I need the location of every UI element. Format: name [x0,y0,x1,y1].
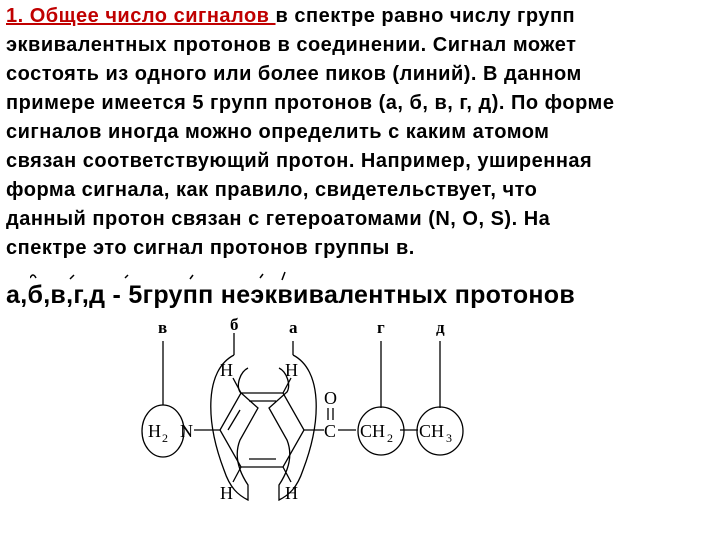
atom-ch3: CH [419,421,445,441]
paragraph-line-2: эквивалентных протонов в соединении. Сигнал может [6,34,577,56]
atom-h-bottom-left: H [220,483,233,503]
paragraph-line-8: данный протон связан с гетероатомами (N, O, S). На [6,208,551,230]
atom-ch2-subscript: 2 [387,431,393,445]
atom-nh2-subscript: 2 [162,431,168,445]
paragraph-line-9: спектре это сигнал протонов группы в. [6,237,415,259]
atom-nh2-h: H [148,421,161,441]
group-label-g: г [377,318,385,337]
paragraph-line-4: примере имеется 5 групп протонов (а, б, в, г, д). По форме [6,92,615,114]
group-label-d: д [436,318,445,337]
paragraph-line-3: состоять из одного или более пиков (линий). В данном [6,63,582,85]
atom-ch3-subscript: 3 [446,431,452,445]
atom-oxygen: O [324,388,337,408]
paragraph-line-1-rest: в спектре равно числу групп [275,5,576,27]
atom-ch2: CH [360,421,386,441]
group-label-b: б [230,315,239,334]
atom-carbon: C [324,421,337,441]
highlighted-phrase: 1. Общее число сигналов [6,5,276,27]
atom-h-top-left: H [220,360,233,380]
atom-h-top-right: H [285,360,298,380]
paragraph-line-6: связан соответствующий протон. Например, уширенная [6,150,593,172]
atom-nitrogen: N [180,421,193,441]
groups-heading: а,б,в,г,д - 5групп неэквивалентных протонов [6,281,576,309]
paragraph-line-5: сигналов иногда можно определить с каким атомом [6,121,550,143]
group-label-a: а [289,318,298,337]
paragraph-line-7: форма сигнала, как правило, свидетельствует, что [6,179,538,201]
atom-h-bottom-right: H [285,483,298,503]
group-label-v: в [158,318,168,337]
